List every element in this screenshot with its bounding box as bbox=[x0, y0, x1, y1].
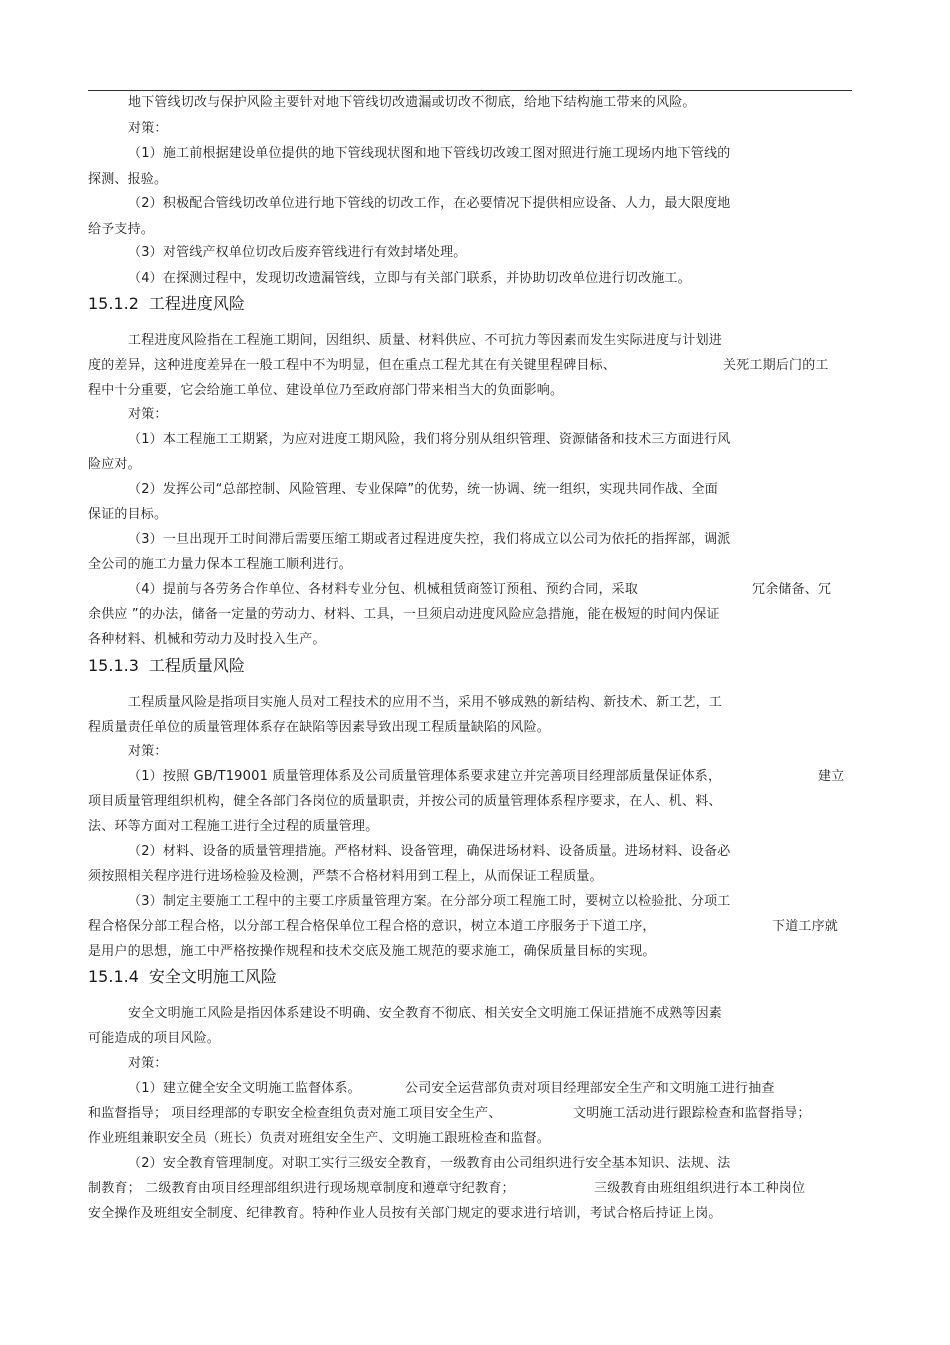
paragraph-line: 安全文明施工风险是指因体系建设不明确、安全教育不彻底、相关安全文明施工保证措施不成熟等因素 bbox=[128, 1006, 723, 1021]
section-number: 15.1.4 bbox=[88, 967, 139, 986]
paragraph-line: 公司安全运营部负责对项目经理部安全生产和文明施工进行抽查 bbox=[405, 1081, 775, 1096]
paragraph-line: 程质量责任单位的质量管理体系存在缺陷等因素导致出现工程质量缺陷的风险。 bbox=[88, 720, 551, 735]
section-title: 工程进度风险 bbox=[148, 294, 245, 313]
section-title: 工程质量风险 bbox=[148, 656, 245, 675]
paragraph-line: 制教育； 二级教育由项目经理部组织进行现场规章制度和遵章守纪教育； bbox=[88, 1181, 515, 1196]
paragraph-line: 可能造成的项目风险。 bbox=[88, 1031, 221, 1046]
section-number: 15.1.2 bbox=[88, 294, 139, 313]
paragraph-line: 法、环等方面对工程施工进行全过程的质量管理。 bbox=[88, 819, 379, 834]
paragraph-line: 文明施工活动进行跟踪检查和监督指导； bbox=[573, 1106, 811, 1121]
paragraph-line: 度的差异，这种进度差异在一般工程中不为明显，但在重点工程尤其在有关键里程碑目标、 bbox=[88, 358, 617, 373]
paragraph-line: （3）制定主要施工工程中的主要工序质量管理方案。在分部分项工程施工时，要树立以检验批、分项工 bbox=[128, 894, 731, 909]
paragraph-line: （3）对管线产权单位切改后废弃管线进行有效封堵处理。 bbox=[128, 245, 467, 260]
section-title: 安全文明施工风险 bbox=[148, 967, 277, 986]
paragraph-line: （1）施工前根据建设单位提供的地下管线现状图和地下管线切改竣工图对照进行施工现场内地下管线的 bbox=[128, 146, 731, 161]
paragraph-line: （2）发挥公司“总部控制、风险管理、专业保障”的优势，统一协调、统一组织，实现共同作战、全面 bbox=[128, 482, 718, 497]
paragraph-line: 建立 bbox=[818, 769, 845, 784]
paragraph-line: 工程质量风险是指项目实施人员对工程技术的应用不当，采用不够成熟的新结构、新技术、新工艺，工 bbox=[128, 695, 723, 710]
paragraph-line: 是用户的思想，施工中严格按操作规程和技术交底及施工规范的要求施工，确保质量目标的实现。 bbox=[88, 944, 656, 959]
countermeasures-label: 对策： bbox=[128, 121, 168, 136]
paragraph-line: 作业班组兼职安全员（班长）负责对班组安全生产、文明施工跟班检查和监督。 bbox=[88, 1131, 551, 1146]
paragraph-line: 程合格保分部工程合格，以分部工程合格保单位工程合格的意识，树立本道工序服务于下道工序， bbox=[88, 919, 656, 934]
paragraph-line: 关死工期后门的工 bbox=[723, 358, 829, 373]
section-number: 15.1.3 bbox=[88, 656, 139, 675]
paragraph-line: （4）提前与各劳务合作单位、各材料专业分包、机械租赁商签订预租、预约合同，采取 bbox=[128, 582, 639, 597]
paragraph-line: 三级教育由班组组织进行本工种岗位 bbox=[594, 1181, 806, 1196]
paragraph-line: （2）安全教育管理制度。对职工实行三级安全教育，一级教育由公司组织进行安全基本知识、法规、法 bbox=[128, 1156, 731, 1171]
paragraph-line: 项目质量管理组织机构，健全各部门各岗位的质量职责，并按公司的质量管理体系程序要求，在人、机、料、 bbox=[88, 794, 722, 809]
paragraph-line: 险应对。 bbox=[88, 457, 141, 472]
paragraph-line: （4）在探测过程中，发现切改遗漏管线，立即与有关部门联系，并协助切改单位进行切改施工。 bbox=[128, 271, 691, 286]
paragraph-line: 须按照相关程序进行进场检验及检测，严禁不合格材料用到工程上，从而保证工程质量。 bbox=[88, 869, 603, 884]
paragraph-line: 下道工序就 bbox=[772, 919, 839, 934]
countermeasures-label: 对策： bbox=[128, 744, 168, 759]
paragraph-line: （2）材料、设备的质量管理措施。严格材料、设备管理，确保进场材料、设备质量。进场材料、设备必 bbox=[128, 844, 731, 859]
paragraph-line: （3）一旦出现开工时间滞后需要压缩工期或者过程进度失控，我们将成立以公司为依托的指挥部，调派 bbox=[128, 532, 731, 547]
paragraph-line: 余供应 ”的办法，储备一定量的劳动力、材料、工具，一旦须启动进度风险应急措施，能在极短的时间内保证 bbox=[88, 607, 720, 622]
section-heading bbox=[88, 967, 277, 987]
section-heading bbox=[88, 294, 245, 314]
paragraph-line: （1）建立健全安全文明施工监督体系。 bbox=[128, 1081, 361, 1096]
paragraph-line: 全公司的施工力量力保本工程施工顺利进行。 bbox=[88, 557, 353, 572]
paragraph-line: 安全操作及班组安全制度、纪律教育。特种作业人员按有关部门规定的要求进行培训，考试合格后持证上岗。 bbox=[88, 1206, 722, 1221]
paragraph-line: 冗余储备、冗 bbox=[752, 582, 832, 597]
paragraph-line: 工程进度风险指在工程施工期间，因组织、质量、材料供应、不可抗力等因素而发生实际进度与计划进 bbox=[128, 333, 723, 348]
paragraph-line: （1）按照 GB/T19001 质量管理体系及公司质量管理体系要求建立并完善项目经理部质量保证体系， bbox=[128, 769, 722, 784]
paragraph-line: 地下管线切改与保护风险主要针对地下管线切改遗漏或切改不彻底，给地下结构施工带来的风险。 bbox=[128, 95, 696, 110]
paragraph-line: 保证的目标。 bbox=[88, 507, 168, 522]
header-rule bbox=[88, 90, 852, 91]
paragraph-line: 各种材料、机械和劳动力及时投入生产。 bbox=[88, 632, 326, 647]
countermeasures-label: 对策： bbox=[128, 1056, 168, 1071]
section-heading bbox=[88, 656, 245, 676]
paragraph-line: 程中十分重要，它会给施工单位、建设单位乃至政府部门带来相当大的负面影响。 bbox=[88, 383, 564, 398]
paragraph-line: （2）积极配合管线切改单位进行地下管线的切改工作，在必要情况下提供相应设备、人力，最大限度地 bbox=[128, 196, 731, 211]
paragraph-line: 给予支持。 bbox=[88, 222, 155, 237]
paragraph-line: 探测、报验。 bbox=[88, 172, 168, 187]
paragraph-line: （1）本工程施工工期紧，为应对进度工期风险，我们将分别从组织管理、资源储备和技术三方面进行风 bbox=[128, 432, 731, 447]
paragraph-line: 和监督指导； 项目经理部的专职安全检查组负责对施工项目安全生产、 bbox=[88, 1106, 502, 1121]
countermeasures-label: 对策： bbox=[128, 407, 168, 422]
